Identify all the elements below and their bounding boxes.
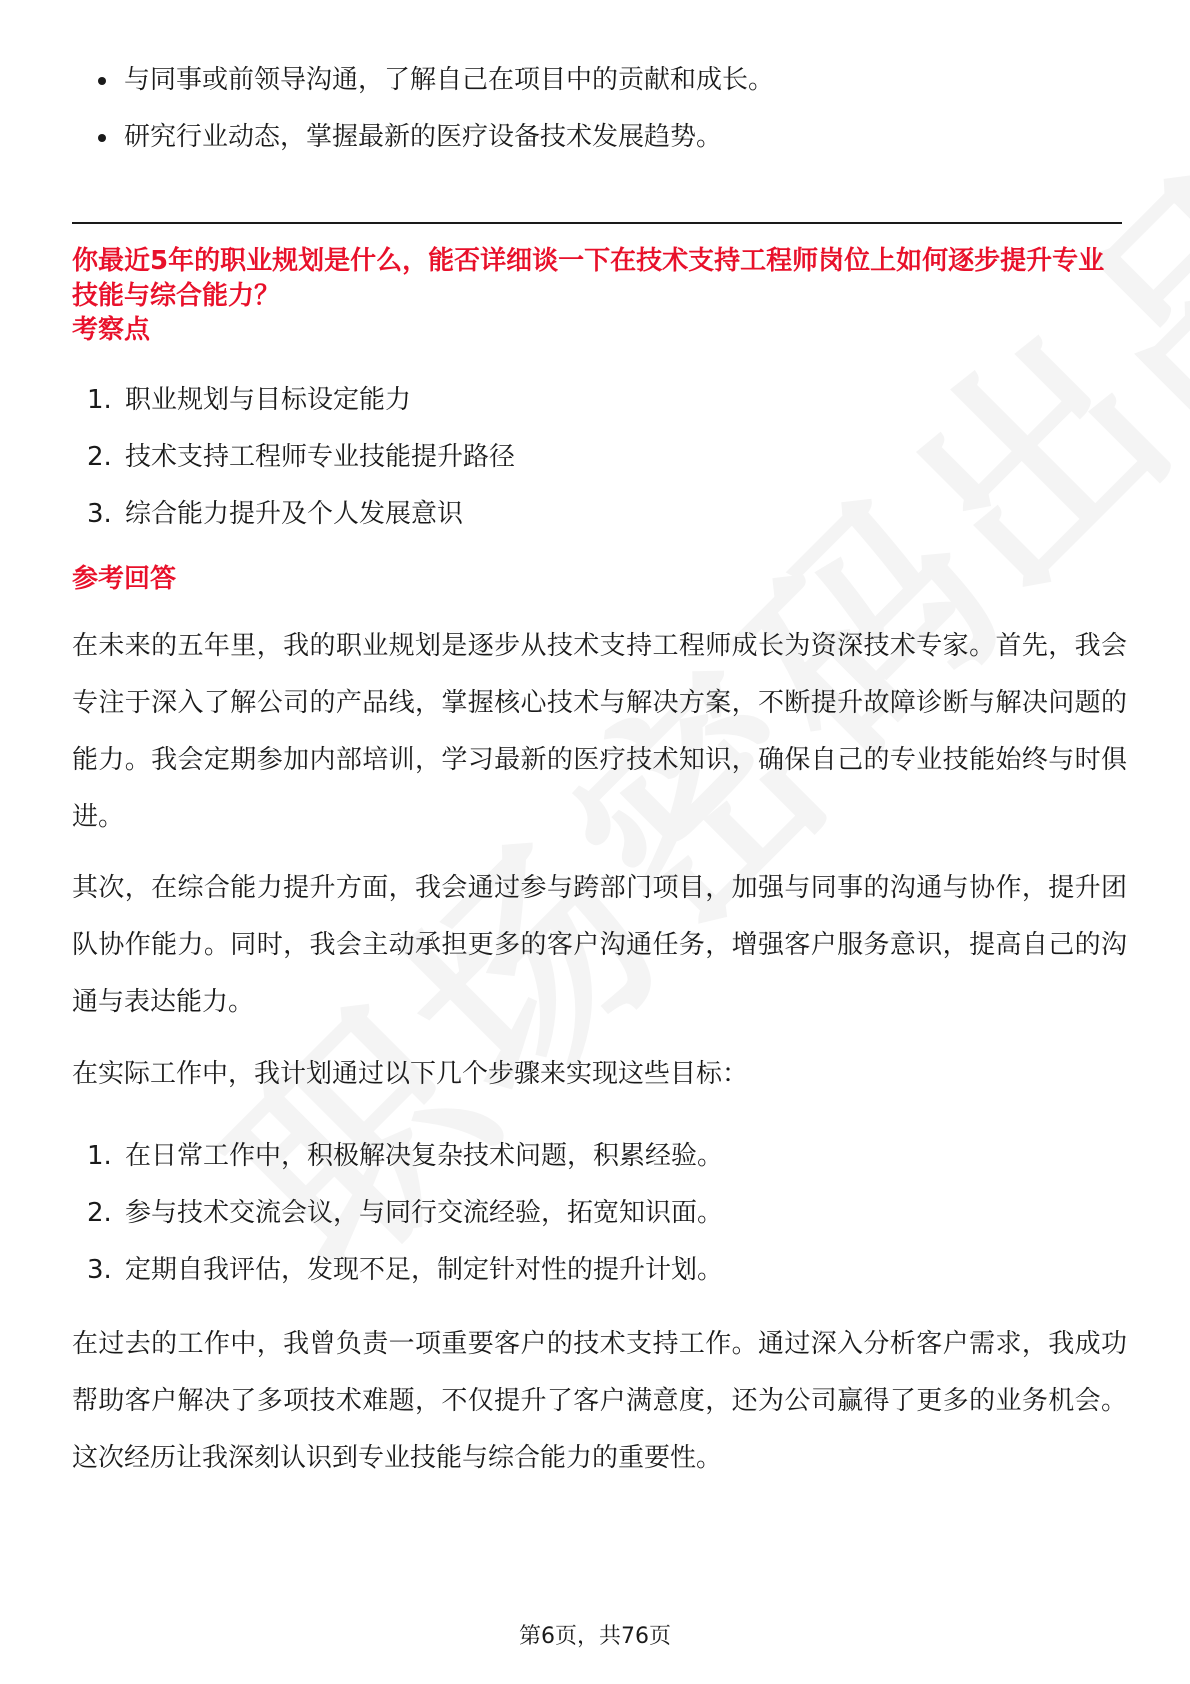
answer-paragraph: 其次，在综合能力提升方面，我会通过参与跨部门项目，加强与同事的沟通与协作，提升团队协作能力。同时，我会主动承担更多的客户沟通任务，增强客户服务意识，提高自己的沟通与表达能力。	[72, 873, 1127, 1017]
answer-title: 参考回答	[72, 564, 177, 594]
interview-question: 你最近5年的职业规划是什么，能否详细谈一下在技术支持工程师岗位上如何逐步提升专业技能与综合能力？	[72, 246, 1105, 311]
list-number: 2.	[87, 1198, 112, 1228]
list-number: 3.	[87, 499, 112, 529]
list-text: 职业规划与目标设定能力	[125, 385, 412, 415]
list-number: 1.	[87, 1141, 112, 1171]
list-item	[72, 439, 1122, 475]
answer-paragraph: 在实际工作中，我计划通过以下几个步骤来实现这些目标：	[72, 1059, 749, 1089]
list-text: 参与技术交流会议，与同行交流经验，拓宽知识面。	[125, 1198, 724, 1228]
page-footer: 第6页，共76页	[519, 1624, 671, 1649]
steps-list	[72, 1138, 1122, 1309]
top-bullet-list	[72, 62, 1122, 176]
list-number: 3.	[87, 1255, 112, 1285]
list-text: 定期自我评估，发现不足，制定针对性的提升计划。	[125, 1255, 724, 1285]
list-number: 1.	[87, 385, 112, 415]
list-item	[72, 1138, 1122, 1174]
bullet-item: 与同事或前领导沟通，了解自己在项目中的贡献和成长。	[72, 62, 1122, 98]
list-text: 综合能力提升及个人发展意识	[125, 499, 464, 529]
list-text: 在日常工作中，积极解决复杂技术问题，积累经验。	[125, 1141, 724, 1171]
section-divider	[72, 222, 1122, 224]
list-text: 技术支持工程师专业技能提升路径	[125, 442, 516, 472]
list-item	[72, 1195, 1122, 1231]
list-item	[72, 382, 1122, 418]
focus-title: 考察点	[72, 315, 151, 345]
list-item	[72, 496, 1122, 532]
answer-paragraph: 在未来的五年里，我的职业规划是逐步从技术支持工程师成长为资深技术专家。首先，我会专注于深入了解公司的产品线，掌握核心技术与解决方案，不断提升故障诊断与解决问题的能力。我会定期参加内部培训，学习最新的医疗技术知识，确保自己的专业技能始终与时俱进。	[72, 631, 1127, 832]
list-number: 2.	[87, 442, 112, 472]
answer-paragraph: 在过去的工作中，我曾负责一项重要客户的技术支持工作。通过深入分析客户需求，我成功帮助客户解决了多项技术难题，不仅提升了客户满意度，还为公司赢得了更多的业务机会。这次经历让我深刻认识到专业技能与综合能力的重要性。	[72, 1329, 1127, 1473]
bullet-item: 研究行业动态，掌握最新的医疗设备技术发展趋势。	[72, 119, 1122, 155]
focus-list	[72, 382, 1122, 553]
list-item	[72, 1252, 1122, 1288]
